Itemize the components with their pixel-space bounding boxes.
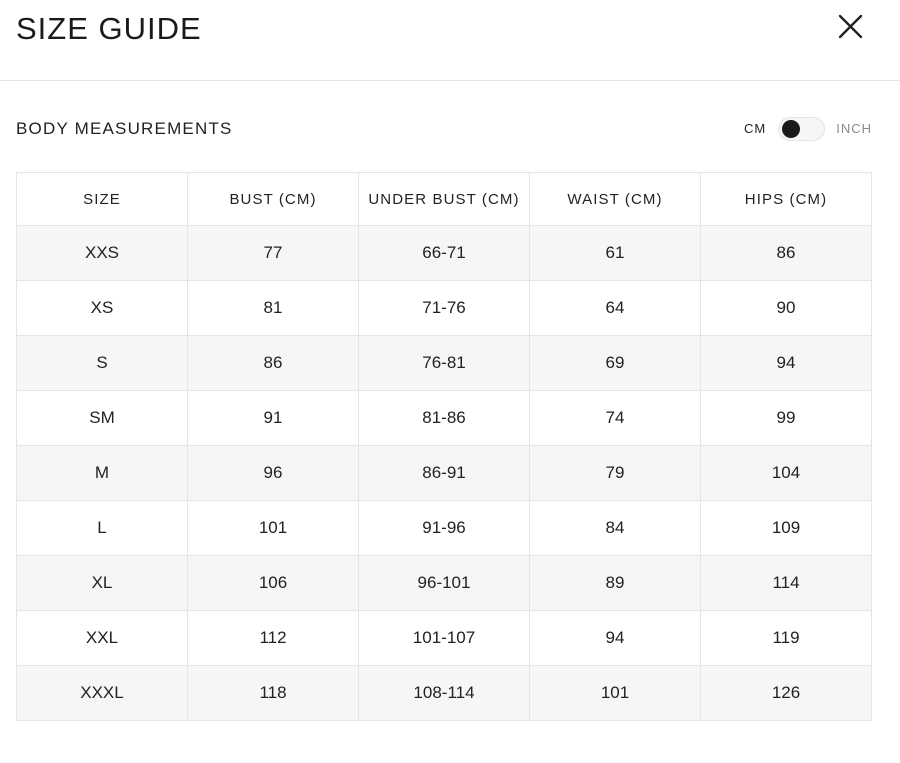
waist-cell: 64 — [530, 281, 701, 336]
table-row — [17, 226, 872, 281]
modal-header — [0, 0, 900, 81]
hips-cell: 126 — [701, 666, 872, 721]
unit-toggle — [744, 116, 872, 142]
modal-title: SIZE GUIDE — [16, 11, 202, 46]
column-header-waist: WAIST (CM) — [530, 173, 701, 226]
waist-cell: 74 — [530, 391, 701, 446]
hips-cell: 104 — [701, 446, 872, 501]
under-bust-cell: 76-81 — [359, 336, 530, 391]
under-bust-cell: 101-107 — [359, 611, 530, 666]
close-button[interactable] — [830, 8, 870, 48]
column-header-hips: HIPS (CM) — [701, 173, 872, 226]
hips-cell: 90 — [701, 281, 872, 336]
waist-cell: 79 — [530, 446, 701, 501]
waist-cell: 84 — [530, 501, 701, 556]
table-row — [17, 501, 872, 556]
hips-cell: 114 — [701, 556, 872, 611]
table-row — [17, 556, 872, 611]
size-cell: XXL — [17, 611, 188, 666]
hips-cell: 99 — [701, 391, 872, 446]
size-cell: S — [17, 336, 188, 391]
bust-cell: 91 — [188, 391, 359, 446]
size-cell: M — [17, 446, 188, 501]
column-header-size: SIZE — [17, 173, 188, 226]
under-bust-cell: 91-96 — [359, 501, 530, 556]
bust-cell: 118 — [188, 666, 359, 721]
bust-cell: 81 — [188, 281, 359, 336]
under-bust-cell: 66-71 — [359, 226, 530, 281]
section-title: BODY MEASUREMENTS — [16, 119, 233, 138]
waist-cell: 89 — [530, 556, 701, 611]
toggle-knob — [782, 120, 800, 138]
size-cell: L — [17, 501, 188, 556]
bust-cell: 106 — [188, 556, 359, 611]
table-row — [17, 281, 872, 336]
unit-label-inch[interactable]: INCH — [836, 121, 872, 136]
waist-cell: 94 — [530, 611, 701, 666]
bust-cell: 96 — [188, 446, 359, 501]
body-measurements-header — [16, 116, 872, 142]
hips-cell: 109 — [701, 501, 872, 556]
under-bust-cell: 86-91 — [359, 446, 530, 501]
close-icon — [830, 8, 870, 48]
under-bust-cell: 96-101 — [359, 556, 530, 611]
size-cell: XL — [17, 556, 188, 611]
bust-cell: 101 — [188, 501, 359, 556]
hips-cell: 94 — [701, 336, 872, 391]
under-bust-cell: 108-114 — [359, 666, 530, 721]
unit-toggle-switch[interactable] — [778, 117, 825, 141]
table-row — [17, 446, 872, 501]
table-row — [17, 391, 872, 446]
waist-cell: 69 — [530, 336, 701, 391]
table-body — [17, 226, 872, 721]
table-head — [17, 173, 872, 226]
table-row — [17, 611, 872, 666]
waist-cell: 61 — [530, 226, 701, 281]
under-bust-cell: 71-76 — [359, 281, 530, 336]
size-cell: XXXL — [17, 666, 188, 721]
table-header-row — [17, 173, 872, 226]
hips-cell: 119 — [701, 611, 872, 666]
bust-cell: 86 — [188, 336, 359, 391]
size-cell: SM — [17, 391, 188, 446]
size-cell: XXS — [17, 226, 188, 281]
hips-cell: 86 — [701, 226, 872, 281]
size-cell: XS — [17, 281, 188, 336]
table-row — [17, 336, 872, 391]
bust-cell: 112 — [188, 611, 359, 666]
table-row — [17, 666, 872, 721]
under-bust-cell: 81-86 — [359, 391, 530, 446]
column-header-under-bust: UNDER BUST (CM) — [359, 173, 530, 226]
column-header-bust: BUST (CM) — [188, 173, 359, 226]
unit-label-cm[interactable]: CM — [744, 121, 767, 136]
size-table — [16, 172, 872, 721]
bust-cell: 77 — [188, 226, 359, 281]
waist-cell: 101 — [530, 666, 701, 721]
